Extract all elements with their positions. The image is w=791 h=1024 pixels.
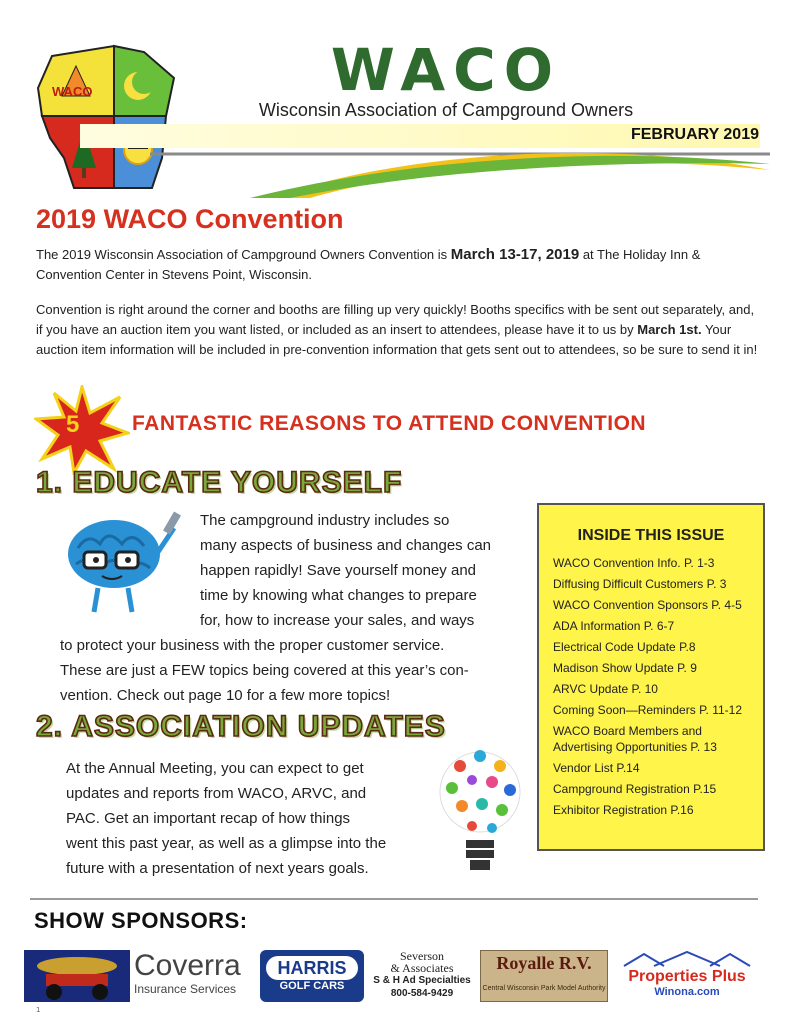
convention-title: 2019 WACO Convention — [36, 204, 344, 234]
section-1-text-lower — [60, 633, 530, 708]
section-1-line: vention. Check out page 10 for a few more topics! — [60, 687, 391, 704]
issue-date: FEBRUARY 2019 — [630, 126, 759, 143]
section-1-line: many aspects of business and changes can — [200, 537, 492, 554]
logo-label: WACO — [52, 84, 93, 99]
harris-sub: GOLF CARS — [279, 980, 345, 992]
inside-item: Campground Registration P.15 — [553, 782, 717, 796]
inside-list — [539, 555, 763, 818]
sponsor-logo-properties-plus — [614, 950, 760, 1002]
star-number: 5 — [66, 411, 80, 438]
section-2-line: future with a presentation of next years goals. — [66, 860, 369, 877]
section-1-line: to protect your business with the proper customer service. — [60, 637, 445, 654]
inside-item: WACO Board Members and Advertising Opportunities P. 13 — [553, 724, 717, 754]
sponsors-divider — [30, 898, 758, 900]
royalle-sub: Central Wisconsin Park Model Authority — [482, 985, 606, 992]
masthead-subtitle: Wisconsin Association of Campground Owners — [258, 100, 634, 120]
sponsor-logo-severson — [370, 950, 474, 1002]
inside-item: Vendor List P.14 — [553, 761, 640, 775]
inside-item: Electrical Code Update P.8 — [553, 640, 696, 654]
inside-item: WACO Convention Sponsors P. 4-5 — [553, 598, 742, 612]
inside-item: Coming Soon—Reminders P. 11-12 — [553, 703, 742, 717]
header-swoosh — [150, 140, 770, 200]
page-number: 1 — [36, 1006, 41, 1014]
masthead-title: WACO — [330, 36, 562, 104]
starburst-badge — [34, 385, 130, 475]
severson-line-1: Severson — [400, 950, 444, 963]
section-1-text-upper — [200, 508, 520, 633]
inside-this-issue-box — [537, 503, 765, 851]
severson-line-2: & Associates — [390, 961, 454, 975]
section-1-line: These are just a FEW topics being covered at this year’s con- — [60, 662, 469, 679]
section-2-line: At the Annual Meeting, you can expect to get — [66, 760, 364, 777]
p2-text-end: Your auction item information will be included in pre-convention information that gets sent out to attendees, so be sure to send it in! — [36, 322, 758, 357]
properties-name: Properties Plus — [628, 968, 746, 985]
section-1-line: time by knowing what changes to prepare — [200, 587, 477, 604]
reasons-heading: FANTASTIC REASONS TO ATTEND CONVENTION — [132, 412, 647, 435]
inside-item: WACO Convention Info. P. 1-3 — [553, 556, 715, 570]
section-2-line: PAC. Get an important recap of how things — [66, 810, 351, 827]
p1-text-end: at The Holiday Inn & Convention Center in Stevens Point, Wisconsin. — [36, 247, 701, 282]
inside-item: Diffusing Difficult Customers P. 3 — [553, 577, 727, 591]
sponsors-title: SHOW SPONSORS: — [34, 908, 248, 933]
sponsor-logo-atv — [24, 950, 130, 1002]
sponsor-logo-coverra — [134, 950, 254, 1002]
section-1-line: The campground industry includes so — [200, 512, 450, 529]
section-2-line: updates and reports from WACO, ARVC, and — [66, 785, 367, 802]
lightbulb-icon — [430, 742, 530, 882]
sponsor-logo-royalle — [480, 950, 608, 1002]
sponsor-logo-harris — [260, 950, 364, 1002]
inside-title: INSIDE THIS ISSUE — [577, 527, 725, 544]
auction-deadline: March 1st. — [637, 322, 702, 337]
inside-item: ADA Information P. 6-7 — [553, 619, 675, 633]
section-2-heading: 2. ASSOCIATION UPDATES — [36, 710, 446, 743]
inside-item: ARVC Update P. 10 — [553, 682, 658, 696]
convention-paragraph-1 — [36, 245, 758, 285]
section-1-line: for, how to increase your sales, and ways — [200, 612, 475, 629]
section-1-heading: 1. EDUCATE YOURSELF — [36, 466, 403, 499]
severson-line-3: S & H Ad Specialties — [373, 975, 471, 986]
inside-item: Madison Show Update P. 9 — [553, 661, 697, 675]
section-1-line: happen rapidly! Save yourself money and — [200, 562, 477, 579]
royalle-name: Royalle R.V. — [496, 953, 592, 973]
masthead — [236, 36, 656, 121]
section-2-text — [66, 756, 426, 881]
coverra-sub: Insurance Services — [134, 982, 237, 996]
p2-text-start: Convention is right around the corner and booths are filling up very quickly! Booths specifics with be sent out separately, and, if you have an auction item you want listed, or included as an insert to attendees, please have it to us by — [36, 302, 755, 337]
convention-paragraph-2 — [36, 300, 758, 360]
section-2-line: went this past year, as well as a glimpse into the — [66, 835, 387, 852]
brain-mascot-icon — [62, 508, 196, 618]
harris-name: HARRIS — [266, 956, 358, 980]
coverra-name: Coverra — [134, 950, 241, 982]
severson-phone: 800-584-9429 — [390, 988, 454, 999]
properties-sub: Winona.com — [654, 986, 720, 998]
inside-item: Exhibitor Registration P.16 — [553, 803, 694, 817]
convention-dates: March 13-17, 2019 — [450, 246, 580, 263]
p1-text-start: The 2019 Wisconsin Association of Campground Owners Convention is — [36, 247, 451, 262]
